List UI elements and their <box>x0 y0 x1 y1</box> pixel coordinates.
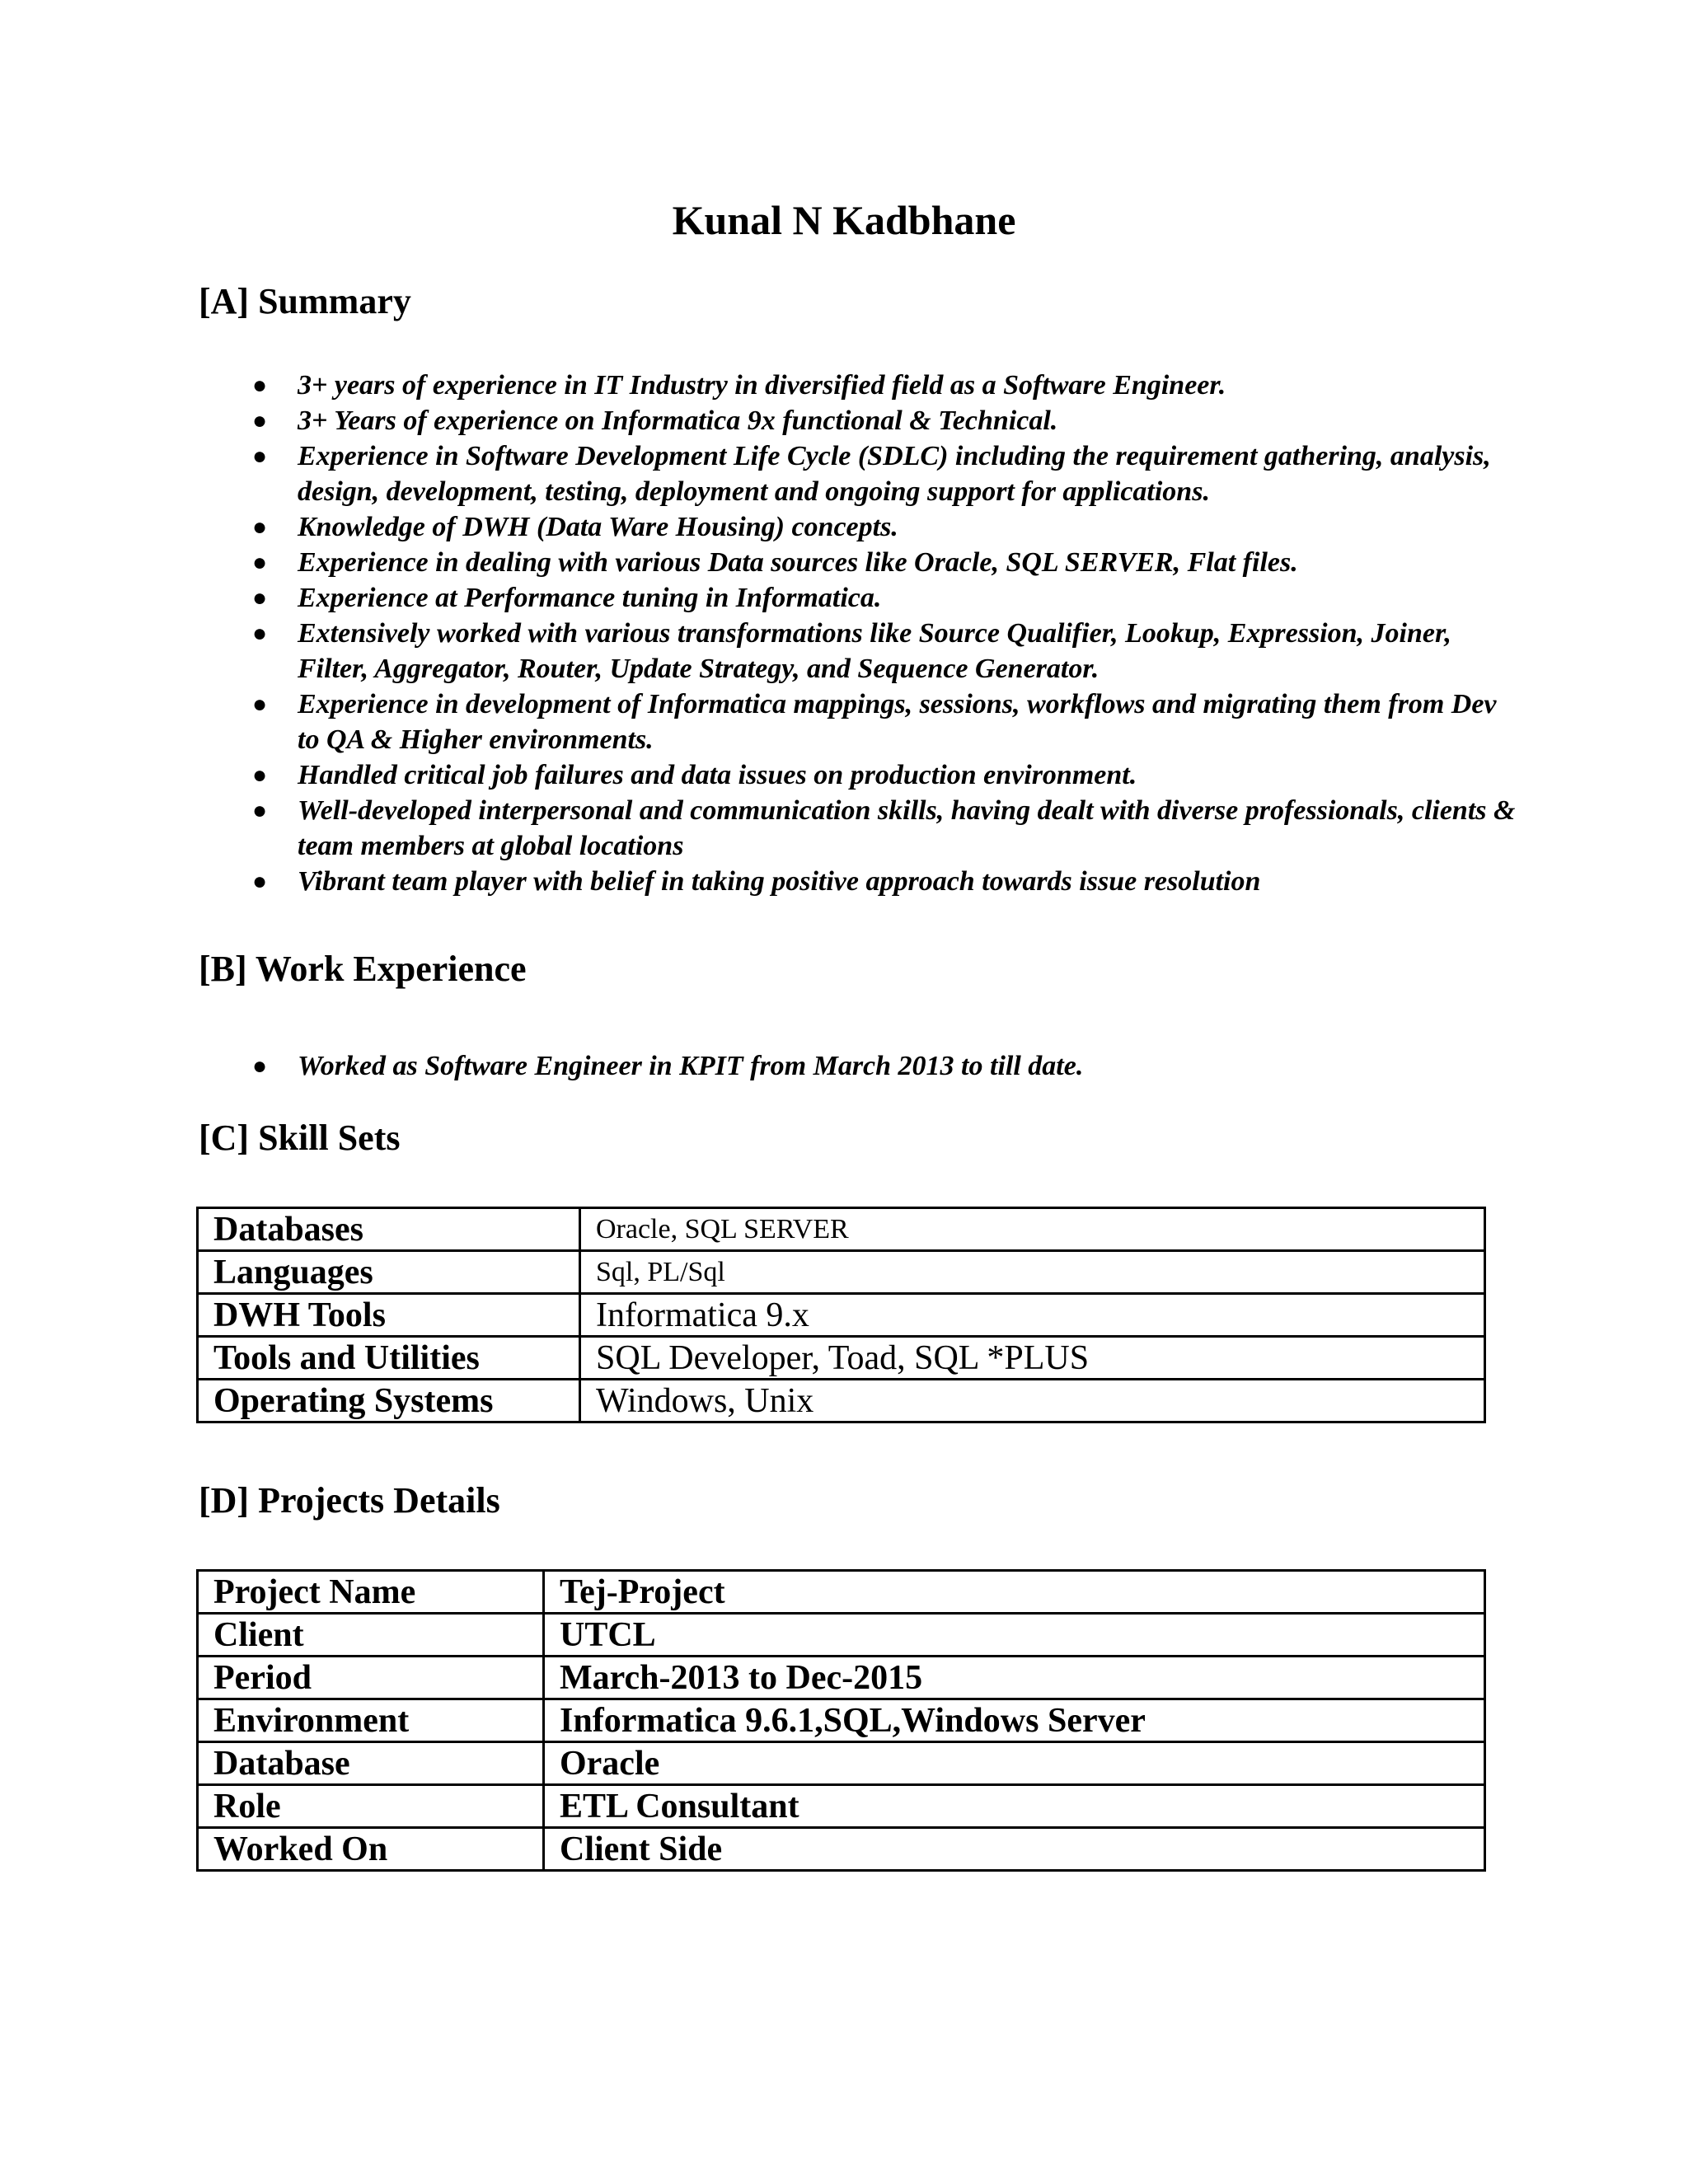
bullet-icon: ● <box>252 1052 268 1080</box>
skills-heading: [C] Skill Sets <box>199 1118 401 1158</box>
skill-label: DWH Tools <box>198 1294 580 1337</box>
project-label: Environment <box>198 1699 544 1742</box>
project-value: Tej-Project <box>544 1571 1485 1614</box>
bullet-icon: ● <box>252 584 268 612</box>
table-row <box>198 1380 1485 1422</box>
project-value: UTCL <box>544 1614 1485 1657</box>
bullet-icon: ● <box>252 797 268 824</box>
bullet-icon: ● <box>252 513 268 541</box>
summary-item: ● Vibrant team player with belief in taking positive approach towards issue resolution <box>199 864 1517 899</box>
project-value: ETL Consultant <box>544 1785 1485 1828</box>
skill-value: Informatica 9.x <box>580 1294 1485 1337</box>
table-row <box>198 1828 1485 1871</box>
table-row <box>198 1337 1485 1380</box>
project-label: Database <box>198 1742 544 1785</box>
summary-item: ● Knowledge of DWH (Data Ware Housing) concepts. <box>199 509 1517 545</box>
summary-list <box>199 368 1517 899</box>
candidate-name: Kunal N Kadbhane <box>672 197 1016 243</box>
project-label: Period <box>198 1657 544 1699</box>
project-label: Client <box>198 1614 544 1657</box>
work-item: ● Worked as Software Engineer in KPIT from March 2013 to till date. <box>199 1048 1517 1084</box>
project-label: Project Name <box>198 1571 544 1614</box>
summary-item: ● Extensively worked with various transformations like Source Qualifier, Lookup, Expression, Joiner, Filter, Aggregator, Router, Update Strategy, and Sequence Generator. <box>199 616 1517 687</box>
table-row <box>198 1657 1485 1699</box>
table-row <box>198 1294 1485 1337</box>
summary-item: ● Experience in development of Informatica mappings, sessions, workflows and migrating them from Dev to QA & Higher environments. <box>199 687 1517 757</box>
project-value: Client Side <box>544 1828 1485 1871</box>
skill-value: Oracle, SQL SERVER <box>580 1208 1485 1251</box>
projects-table <box>196 1569 1486 1872</box>
bullet-icon: ● <box>252 620 268 647</box>
project-value: Informatica 9.6.1,SQL,Windows Server <box>544 1699 1485 1742</box>
summary-item: ● 3+ Years of experience on Informatica 9x functional & Technical. <box>199 403 1517 438</box>
work-list <box>199 1048 1517 1084</box>
project-value: Oracle <box>544 1742 1485 1785</box>
table-row <box>198 1208 1485 1251</box>
skill-label: Operating Systems <box>198 1380 580 1422</box>
project-label: Role <box>198 1785 544 1828</box>
summary-item: ● Well-developed interpersonal and communication skills, having dealt with diverse professionals, clients & team members at global locations <box>199 793 1517 864</box>
bullet-icon: ● <box>252 868 268 895</box>
summary-item: ● 3+ years of experience in IT Industry in diversified field as a Software Engineer. <box>199 368 1517 403</box>
table-row <box>198 1699 1485 1742</box>
bullet-icon: ● <box>252 762 268 789</box>
table-row <box>198 1614 1485 1657</box>
summary-item: ● Experience in dealing with various Data sources like Oracle, SQL SERVER, Flat files. <box>199 545 1517 580</box>
table-row <box>198 1742 1485 1785</box>
skills-table <box>196 1207 1486 1423</box>
summary-item: ● Experience at Performance tuning in Informatica. <box>199 580 1517 616</box>
skill-value: Windows, Unix <box>580 1380 1485 1422</box>
bullet-icon: ● <box>252 372 268 399</box>
skill-label: Languages <box>198 1251 580 1294</box>
skill-value: SQL Developer, Toad, SQL *PLUS <box>580 1337 1485 1380</box>
bullet-icon: ● <box>252 407 268 434</box>
summary-item: ● Handled critical job failures and data issues on production environment. <box>199 757 1517 793</box>
bullet-icon: ● <box>252 549 268 576</box>
skill-label: Tools and Utilities <box>198 1337 580 1380</box>
skill-value: Sql, PL/Sql <box>580 1251 1485 1294</box>
summary-item: ● Experience in Software Development Life Cycle (SDLC) including the requirement gathering, analysis, design, development, testing, deployment and ongoing support for applications. <box>199 438 1517 509</box>
table-row <box>198 1251 1485 1294</box>
table-row <box>198 1571 1485 1614</box>
skill-label: Databases <box>198 1208 580 1251</box>
project-label: Worked On <box>198 1828 544 1871</box>
summary-heading: [A] Summary <box>199 281 411 321</box>
project-value: March-2013 to Dec-2015 <box>544 1657 1485 1699</box>
work-heading: [B] Work Experience <box>199 949 527 989</box>
projects-heading: [D] Projects Details <box>199 1480 500 1521</box>
table-row <box>198 1785 1485 1828</box>
bullet-icon: ● <box>252 443 268 470</box>
bullet-icon: ● <box>252 691 268 718</box>
